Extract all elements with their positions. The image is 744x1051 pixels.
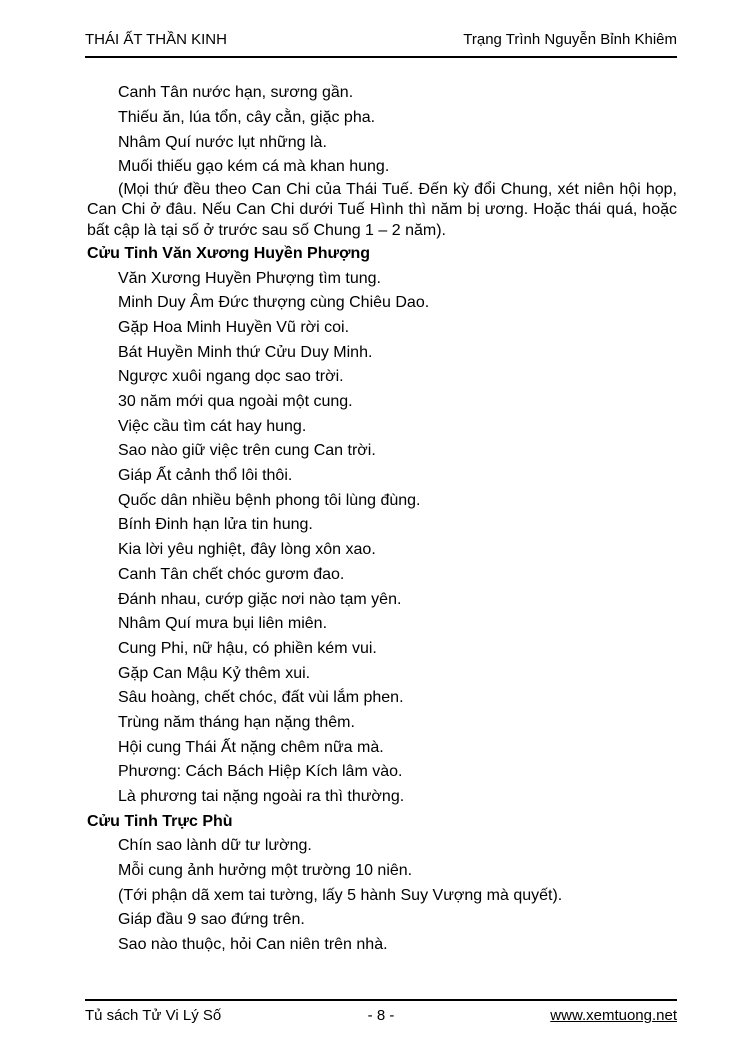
verse-line: Nhâm Quí nước lụt những là. <box>118 133 327 151</box>
page-footer <box>85 999 677 1024</box>
verse-line: Việc cầu tìm cát hay hung. <box>118 417 307 435</box>
verse-line: Văn Xương Huyền Phượng tìm tung. <box>118 269 381 287</box>
verse-line: Quốc dân nhiều bệnh phong tôi lùng đùng. <box>118 491 421 509</box>
verse-line: Cung Phi, nữ hậu, có phiền kém vui. <box>118 639 377 657</box>
verse-line: Hội cung Thái Ất nặng chêm nữa mà. <box>118 738 384 756</box>
verse-line: Giáp Ất cảnh thổ lôi thôi. <box>118 467 293 485</box>
verse-line: Minh Duy Âm Đức thượng cùng Chiêu Dao. <box>118 294 430 312</box>
verse-line: Canh Tân nước hạn, sương gần. <box>118 84 354 102</box>
verse-line: Ngược xuôi ngang dọc sao trời. <box>118 368 344 386</box>
footer-series-label: Tủ sách Tử Vi Lý Số <box>85 1007 222 1024</box>
section-heading: Cửu Tinh Trực Phù <box>87 812 233 830</box>
verse-line: Bính Đinh hạn lửa tin hung. <box>118 516 313 534</box>
page-header <box>85 31 677 58</box>
verse-line: Sâu hoàng, chết chóc, đất vùi lắm phen. <box>118 689 404 707</box>
verse-line: Mỗi cung ảnh hưởng một trường 10 niên. <box>118 862 413 880</box>
verse-line: Giáp đầu 9 sao đứng trên. <box>118 911 305 929</box>
footer-page-number: - 8 - <box>367 1007 395 1024</box>
footer-website-link[interactable]: www.xemtuong.net <box>550 1007 678 1024</box>
page-body <box>87 81 677 957</box>
verse-line: Kia lời yêu nghiệt, đây lòng xôn xao. <box>118 541 376 559</box>
verse-line: Sao nào giữ việc trên cung Can trời. <box>118 442 376 460</box>
verse-line: Đánh nhau, cướp giặc nơi nào tạm yên. <box>118 590 402 608</box>
verse-line: Gặp Can Mậu Kỷ thêm xui. <box>118 664 311 682</box>
verse-line: Chín sao lành dữ tư lường. <box>118 837 312 855</box>
verse-line: 30 năm mới qua ngoài một cung. <box>118 393 353 410</box>
verse-line: Phương: Cách Bách Hiệp Kích lâm vào. <box>118 763 403 781</box>
verse-line: (Tới phận dã xem tai tường, lấy 5 hành Suy Vượng mà quyết). <box>118 886 563 904</box>
verse-line: Gặp Hoa Minh Huyền Vũ rời coi. <box>118 318 350 336</box>
section-heading: Cửu Tinh Văn Xương Huyền Phượng <box>87 244 370 262</box>
verse-line: Muối thiếu gạo kém cá mà khan hung. <box>118 158 390 176</box>
verse-line: Là phương tai nặng ngoài ra thì thường. <box>118 788 405 805</box>
paragraph: (Mọi thứ đều theo Can Chi của Thái Tuế. Đến kỳ đổi Chung, xét niên hội họp, Can Chi ở đâu. Nếu Can Chi dưới Tuế Hình thì năm bị ương. Hoặc thái quá, hoặc bất cập là tại số ở trước sau số Chung 1 – 2 năm). <box>87 180 677 239</box>
verse-line: Nhâm Quí mưa bụi liên miên. <box>118 615 328 633</box>
verse-line: Canh Tân chết chóc gươm đao. <box>118 565 345 583</box>
verse-line: Sao nào thuộc, hỏi Can niên trên nhà. <box>118 936 388 954</box>
verse-line: Bát Huyền Minh thứ Cửu Duy Minh. <box>118 343 373 361</box>
verse-line: Trùng năm tháng hạn nặng thêm. <box>118 713 355 731</box>
doc-author: Trạng Trình Nguyễn Bỉnh Khiêm <box>463 31 677 48</box>
verse-line: Thiếu ăn, lúa tổn, cây cằn, giặc pha. <box>118 109 376 127</box>
doc-title: THÁI ẤT THẦN KINH <box>85 31 227 48</box>
